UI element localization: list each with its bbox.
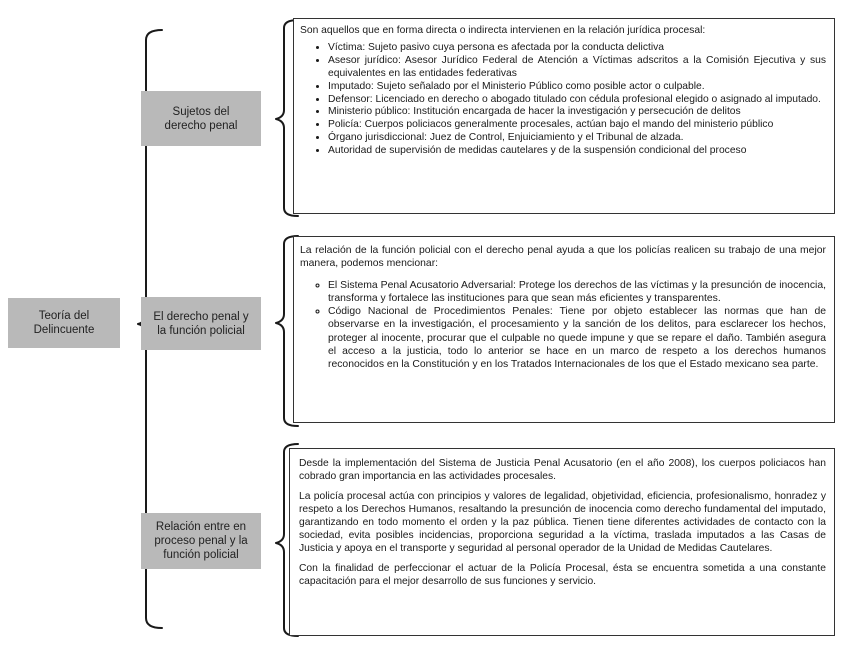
relacion-box xyxy=(289,448,835,636)
branch-sujetos xyxy=(141,91,261,146)
list-item: • Ministerio público: Institución encargada de hacer la investigación y persecución de delitos xyxy=(328,106,826,119)
sujetos-box xyxy=(293,18,835,214)
branch-relacion xyxy=(141,513,261,569)
list-item: • Policía: Cuerpos policiacos generalmente procesales, actúan bajo el mando del ministerio público xyxy=(328,119,826,132)
branch-relacion-label: Relación entre en proceso penal y la función policial xyxy=(154,521,248,561)
branch-derecho-penal-label: El derecho penal y la función policial xyxy=(153,310,249,337)
list-item: • Asesor jurídico: Asesor Jurídico Federal de Atención a Víctimas adscritos a la Comisión Ejecutiva y sus equivalentes en las entidades federativas xyxy=(328,55,826,81)
list-item: • Órgano jurisdiccional: Juez de Control, Enjuiciamiento y el Tribunal de alzada. xyxy=(328,132,826,145)
relacion-paragraph: Desde la implementación del Sistema de Justicia Penal Acusatorio (en el año 2008), los cuerpos policiacos han cobrado gran importancia en las actividades procesales. xyxy=(299,458,826,482)
list-item: ◦ El Sistema Penal Acusatorio Adversarial: Protege los derechos de las víctimas y la presunción de inocencia, transforma y fortalece las instituciones para que sean más eficientes y transparentes. xyxy=(328,279,826,305)
relacion-paragraph: La policía procesal actúa con principios y valores de legalidad, objetividad, eficiencia, profesionalismo, honradez y respeto a los Derechos Humanos, resaltando la presunción de inocencia como derecho fundamental del imputado, garantizando en todo momento el orden y la paz pública. Tienen tiene diferentes actividades de contacto con la sociedad, evita posibles incidencias, proporciona seguridad a la víctima, traslada imputados a las Casas de Justicia y apoya en el transporte y seguridad al personal operador de la Unidad de Medidas Cautelares. xyxy=(299,491,826,554)
list-item: ◦ Código Nacional de Procedimientos Penales: Tiene por objeto establecer las normas que han de observarse en la investigación, el procesamiento y la sanción de los delitos, para esclarecer los hechos, proteger al inocente, procurar que el culpable no quede impune y que se repare el daño. También asegura el acceso a la justicia, todo lo anterior se hace en un marco de respeto a los derechos humanos reconocidos en la Constitución y en los Tratados Internacionales de los que el Estado mexicano sea parte. xyxy=(328,305,826,370)
list-item: • Víctima: Sujeto pasivo cuya persona es afectada por la conducta delictiva xyxy=(328,42,826,55)
sujetos-intro: Son aquellos que en forma directa o indirecta intervienen en la relación jurídica procesal: xyxy=(300,25,706,36)
derecho-penal-box xyxy=(293,236,835,423)
root-node xyxy=(8,298,120,348)
list-item: • Imputado: Sujeto señalado por el Ministerio Público como posible actor o culpable. xyxy=(328,81,826,94)
sujetos-list xyxy=(300,42,826,158)
list-item: • Defensor: Licenciado en derecho o abogado titulado con cédula profesional elegido o asignado al imputado. xyxy=(328,94,826,107)
branch-sujetos-label: Sujetos del derecho penal xyxy=(164,105,238,132)
relacion-paragraph: Con la finalidad de perfeccionar el actuar de la Policía Procesal, ésta se encuentra sometida a una constante capacitación para el mejor desarrollo de sus funciones y servicio. xyxy=(299,563,826,587)
derecho-penal-intro: La relación de la función policial con el derecho penal ayuda a que los policías realicen su trabajo de una mejor manera, podemos mencionar: xyxy=(300,245,826,270)
list-item: • Autoridad de supervisión de medidas cautelares y de la suspensión condicional del proceso xyxy=(328,145,826,158)
root-label: Teoría del Delincuente xyxy=(33,310,95,336)
derecho-penal-list xyxy=(300,279,826,371)
branch-derecho-penal xyxy=(141,297,261,350)
